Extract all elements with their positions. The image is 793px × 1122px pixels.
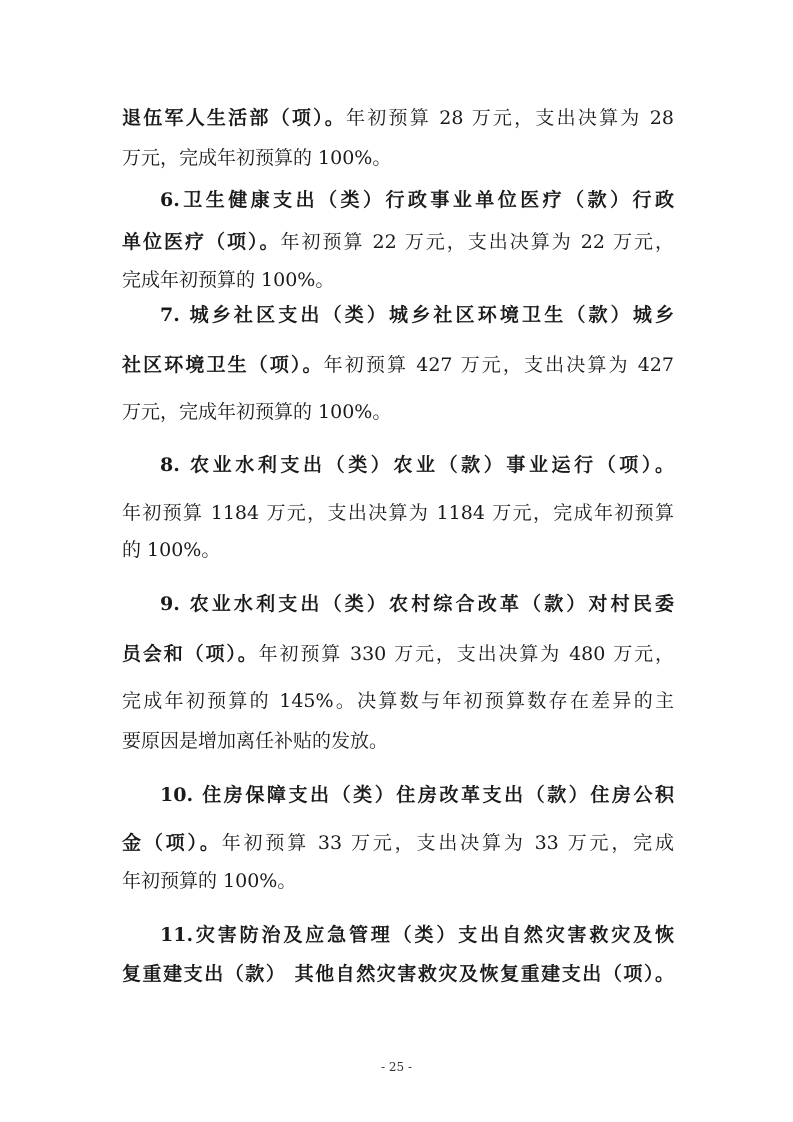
item-body: 年初预算 1184 万元，支出决算为 1184 万元，完成年初预算 (122, 502, 674, 524)
text-line-17 (122, 826, 674, 860)
text-line-11 (122, 533, 674, 567)
text-line-8 (122, 395, 674, 429)
text-line-18 (122, 864, 674, 898)
text-line-2 (122, 141, 674, 175)
text-line-10 (122, 496, 674, 530)
text-line-13 (122, 637, 674, 671)
item-body: 年初预算 22 万元，支出决算为 22 万元， (280, 231, 674, 253)
item-heading: 社区环境卫生（项）。 (122, 354, 324, 376)
page-number: - 25 - (380, 1060, 412, 1074)
item-body: 要原因是增加离任补贴的发放。 (122, 730, 389, 752)
text-line-6 (160, 298, 674, 332)
item-heading: 6.卫生健康支出（类）行政事业单位医疗（款）行政 (160, 189, 674, 211)
item-heading: 金（项）。 (122, 832, 222, 854)
item-heading: 单位医疗（项）。 (122, 231, 281, 253)
item-heading: 退伍军人生活部（项）。 (122, 107, 347, 129)
item-body: 的 100%。 (122, 539, 221, 561)
text-line-9 (160, 448, 674, 482)
text-line-5 (122, 263, 674, 297)
item-heading: 员会和（项）。 (122, 643, 259, 665)
item-heading: 10. 住房保障支出（类）住房改革支出（款）住房公积 (160, 784, 674, 806)
item-body: 年初预算 33 万元，支出决算为 33 万元，完成 (221, 832, 674, 854)
item-body: 年初预算的 100%。 (122, 870, 297, 892)
text-line-15 (122, 724, 674, 758)
text-line-14 (122, 684, 674, 718)
item-body: 年初预算 427 万元，支出决算为 427 (323, 354, 674, 376)
item-heading: 8. 农业水利支出（类）农业（款）事业运行（项）。 (160, 454, 674, 476)
item-body: 年初预算 28 万元，支出决算为 28 (346, 107, 674, 129)
text-line-20 (122, 957, 674, 991)
text-line-12 (160, 587, 674, 621)
text-line-1 (122, 101, 674, 135)
text-line-19 (160, 918, 674, 952)
item-body: 完成年初预算的 100%。 (122, 269, 335, 291)
item-heading: 复重建支出（款） 其他自然灾害救灾及恢复重建支出（项）。 (122, 963, 674, 985)
text-line-3 (160, 183, 674, 217)
item-body: 万元，完成年初预算的 100%。 (122, 147, 392, 169)
text-line-16 (160, 778, 674, 812)
item-heading: 11.灾害防治及应急管理（类）支出自然灾害救灾及恢 (160, 924, 674, 946)
item-heading: 7. 城乡社区支出（类）城乡社区环境卫生（款）城乡 (160, 304, 674, 326)
item-heading: 9. 农业水利支出（类）农村综合改革（款）对村民委 (160, 593, 674, 615)
text-line-7 (122, 348, 674, 382)
item-body: 完成年初预算的 145%。决算数与年初预算数存在差异的主 (122, 690, 674, 712)
text-line-4 (122, 225, 674, 259)
item-body: 万元，完成年初预算的 100%。 (122, 401, 392, 423)
item-body: 年初预算 330 万元，支出决算为 480 万元， (258, 643, 674, 665)
